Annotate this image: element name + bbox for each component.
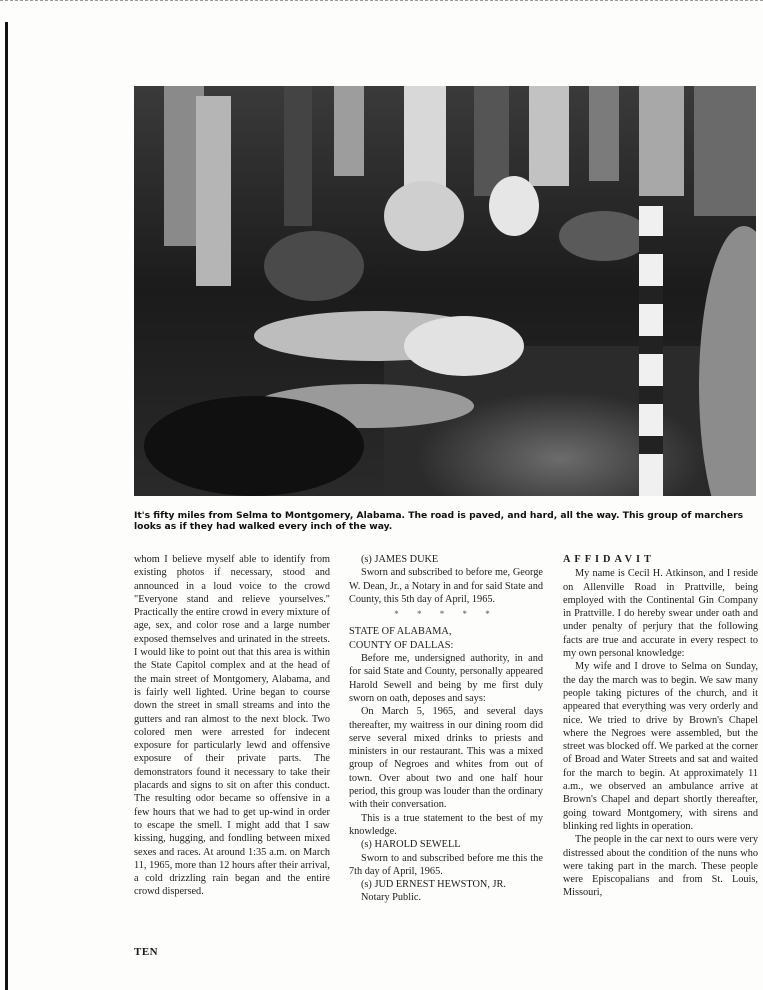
state-heading: STATE OF ALABAMA, [349,626,452,638]
paragraph: This is a true statement to the best of my knowledge. [349,812,543,837]
paragraph: Sworn to and subscribed before me this the 7th day of April, 1965. [349,852,543,877]
paragraph: My name is Cecil H. Atkinson, and I reside on Allenville Road in Prattville, being employed with the Continental Gin Company in Prattville. I do hereby swear under oath and under penalty of perjury that the following facts are true and accurate in every respect to my own personal knowledge: [563,568,758,660]
notary-title: Notary Public. [361,892,422,904]
text-column-1 [134,553,330,899]
text-column-2 [349,553,543,905]
page-binding-edge [5,22,8,990]
affidavit-heading: AFFIDAVIT [563,554,655,565]
county-heading: COUNTY OF DALLAS: [349,639,454,651]
paragraph: whom I believe myself able to identify from existing photos if necessary, stood and announced in a loud voice to the crowd "Everyone stand and relieve yourselves." Practically the entire crowd in every mixture of age, sex, and color rose and a large number exposed themselves and urinated in the streets. I would like to point out that this area is within the State Capitol complex and at the head of the main street of Montgomery, Alabama, and is fairly well lighted. Urine began to course down the street in small streams and into the gutters and ran almost to the next block. Two colored men were arrested for indecent exposure for particularly lewd and offensive exposure of their private parts. The demonstrators found it necessary to take their placards and signs to sit on after this conduct. The resulting odor became so offensive in a few hours that we had to get up-wind in order to escape the smell. I might add that I saw kissing, hugging, and fondling between mixed sexes and races. At around 1:35 a.m. on March 11, 1965, more than 12 hours after their arrival, a cold drizzling rain began and the entire crowd dispersed. [134,554,330,898]
signature-notary: (s) JUD ERNEST HEWSTON, JR. [361,879,506,891]
page-top-edge [0,0,763,7]
paragraph: The people in the car next to ours were very distressed about the condition of the nuns who were taking part in the march. These people were Episcopalians and from St. Louis, Missouri, [563,834,758,899]
paragraph: Before me, undersigned authority, in and for said State and County, personally appeared Harold Sewell and being by me first duly sworn on oath, deposes and says: [349,653,543,704]
page-number: TEN [134,946,159,958]
text-column-3 [563,553,758,900]
photo-image [134,86,756,496]
signature-james-duke: (s) JAMES DUKE [361,554,439,565]
photo-caption: It's fifty miles from Selma to Montgomery, Alabama. The road is paved, and hard, all the way. This group of marchers looks as if they had walked every inch of the way. [134,510,744,532]
marchers-photo [134,86,756,496]
paragraph: My wife and I drove to Selma on Sunday, the day the march was to begin. We saw many people taking pictures of the church, and it appeared that everything was very orderly and nice. We tried to drive by Brown's Chapel where the Negroes were assembled, but the street was blocked off. We parked at the corner of Broad and Water Streets and sat and waited for the march to begin. At approximately 11 a.m., we observed an ambulance arrive at Brown's Chapel and depart shortly thereafter, going toward Montgomery, with sirens and blinking red lights in operation. [563,661,758,832]
signature-harold-sewell: (s) HAROLD SEWELL [361,839,461,851]
paragraph: On March 5, 1965, and several days thereafter, my waitress in our dining room did serve several mixed drinks to priests and ministers in our restaurant. This was a mixed group of Negroes and whites from out of town. Over about two and one half hour period, this group was louder than the ordinary with their conversation. [349,706,543,811]
paragraph: Sworn and subscribed to before me, George W. Dean, Jr., a Notary in and for said State and County, this 5th day of April, 1965. [349,567,543,605]
section-divider-stars: * * * * * [394,609,498,620]
